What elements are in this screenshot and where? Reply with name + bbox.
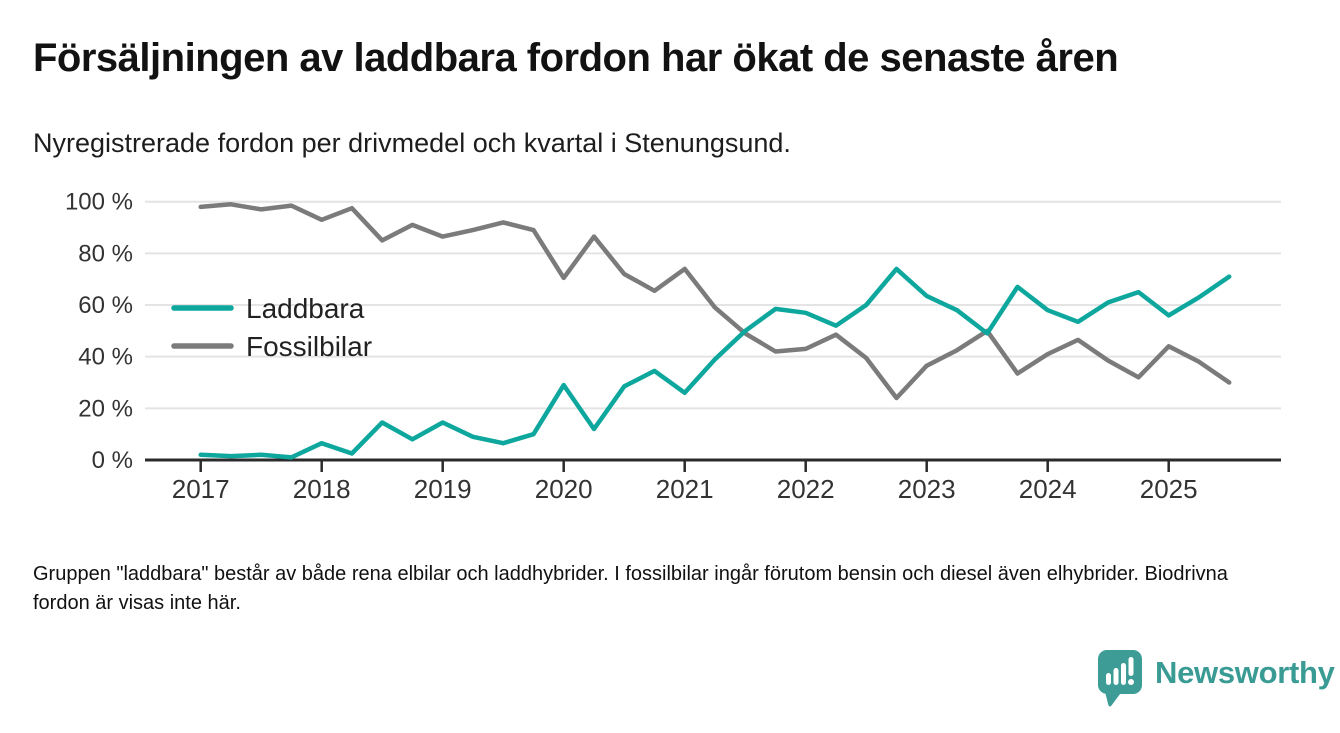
newsworthy-logo-text: Newsworthy (1155, 655, 1335, 690)
x-axis-tick-label: 2024 (1018, 474, 1077, 504)
y-axis-tick-label: 20 % (78, 395, 133, 423)
legend-label-laddbara: Laddbara (246, 293, 365, 324)
legend-label-fossilbilar: Fossilbilar (246, 331, 373, 362)
x-axis-tick-label: 2022 (776, 474, 835, 504)
page-title: Försäljningen av laddbara fordon har ökat de senaste åren (33, 36, 1119, 80)
y-axis-tick-label: 80 % (78, 240, 133, 268)
x-axis-tick-label: 2021 (655, 474, 714, 504)
y-axis-tick-label: 40 % (78, 343, 133, 371)
newsworthy-logo (1098, 650, 1335, 708)
x-axis-tick-label: 2019 (413, 474, 472, 504)
page-subtitle: Nyregistrerade fordon per drivmedel och kvartal i Stenungsund. (33, 128, 791, 158)
x-axis-tick-label: 2018 (292, 474, 351, 504)
x-axis-tick-label: 2025 (1139, 474, 1198, 504)
y-axis-tick-label: 100 % (64, 188, 133, 216)
footer-note: Gruppen "laddbara" består av både rena elbilar och laddhybrider. I fossilbilar ingår förutom bensin och diesel även elhybrider. Biodrivna fordon är visas inte här. (33, 563, 1228, 614)
y-axis-tick-label: 0 % (91, 447, 133, 474)
x-axis-tick-label: 2020 (534, 474, 593, 504)
x-axis-tick-label: 2017 (171, 474, 230, 504)
x-axis-tick-label: 2023 (897, 474, 956, 504)
newsworthy-bubble-barchart-icon (1098, 650, 1144, 708)
y-axis-tick-label: 60 % (78, 292, 133, 320)
